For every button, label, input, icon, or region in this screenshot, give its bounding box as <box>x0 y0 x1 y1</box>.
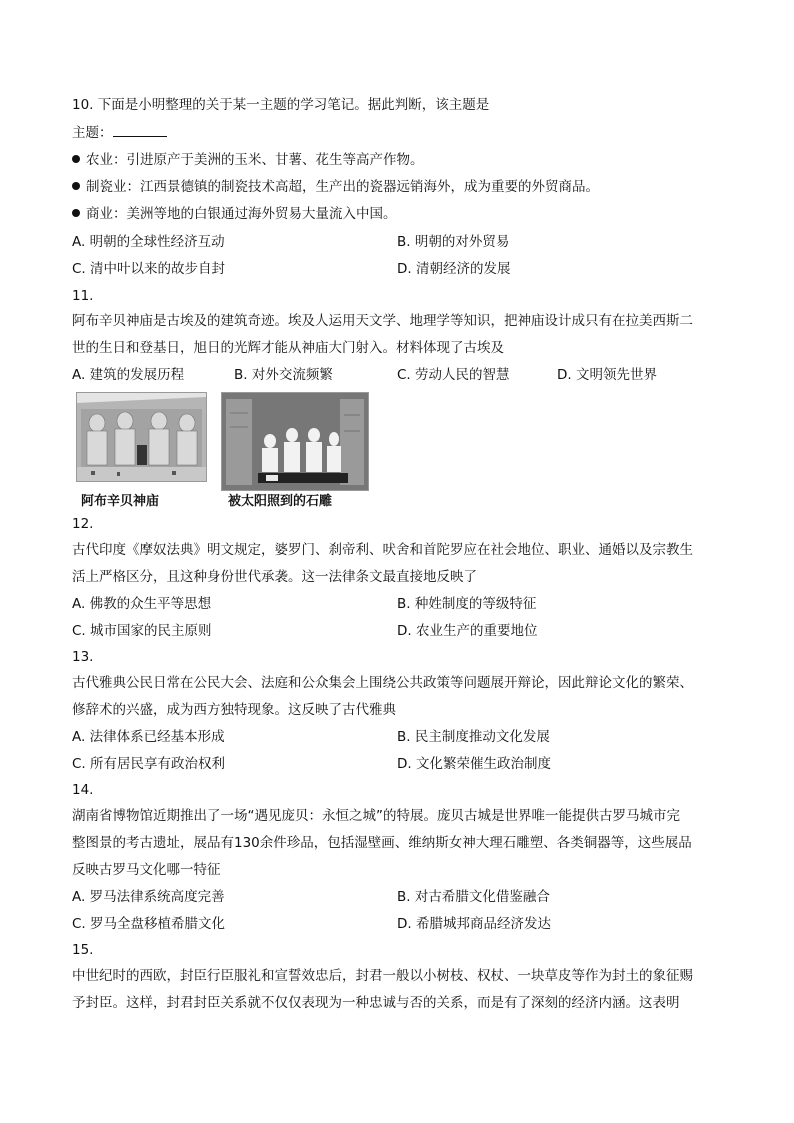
q15-stem-line-2: 予封臣。这样，封君封臣关系就不仅仅表现为一种忠诚与否的关系，而是有了深刻的经济内涵。这表明 <box>72 995 680 1011</box>
q15-number: 15. <box>72 942 94 958</box>
q11-caption-statues: 被太阳照到的石雕 <box>228 494 333 509</box>
q10-bullet-3 <box>72 205 397 223</box>
q14-option-c: C. 罗马全盘移植希腊文化 <box>72 916 226 932</box>
q15-stem-line-1: 中世纪时的西欧，封臣行臣服礼和宣誓效忠后，封君一般以小树枝、权杖、一块草皮等作为封土的象征赐 <box>72 968 693 984</box>
sunlit-statues-image <box>222 393 368 490</box>
q13-stem-line-1: 古代雅典公民日常在公民大会、法庭和公众集会上围绕公共政策等问题展开辩论，因此辩论文化的繁荣、 <box>72 675 693 691</box>
q13-option-d: D. 文化繁荣催生政治制度 <box>397 756 551 772</box>
q11-option-a: A. 建筑的发展历程 <box>72 367 185 383</box>
q10-option-c: C. 清中叶以来的故步自封 <box>72 261 226 277</box>
q14-option-b: B. 对古希腊文化借鉴融合 <box>397 889 550 905</box>
q11-number: 11. <box>72 288 94 304</box>
q11-option-b: B. 对外交流频繁 <box>234 367 333 383</box>
q12-stem-line-1: 古代印度《摩奴法典》明文规定，婆罗门、刹帝利、吠舍和首陀罗应在社会地位、职业、通婚以及宗教生 <box>72 542 693 558</box>
q11-stem-line-2: 世的生日和登基日，旭日的光辉才能从神庙大门射入。材料体现了古埃及 <box>72 340 504 356</box>
q14-stem-line-2: 整图景的考古遗址，展品有130余件珍品，包括湿壁画、维纳斯女神大理石雕塑、各类铜器等，这些展品 <box>72 835 692 851</box>
q12-option-c: C. 城市国家的民主原则 <box>72 623 212 639</box>
abu-simbel-temple-image <box>77 393 206 481</box>
q14-option-a: A. 罗马法律系统高度完善 <box>72 889 225 905</box>
q14-stem-line-3: 反映古罗马文化哪一特征 <box>72 862 221 878</box>
q12-option-b: B. 种姓制度的等级特征 <box>397 596 537 612</box>
q13-option-b: B. 民主制度推动文化发展 <box>397 729 550 745</box>
bullet-dot-icon <box>72 155 80 163</box>
abu-simbel-temple-photo <box>76 392 207 482</box>
q11-caption-temple: 阿布辛贝神庙 <box>81 494 160 509</box>
q10-bullet-2 <box>72 178 599 196</box>
q14-stem-line-1: 湖南省博物馆近期推出了一场“遇见庞贝：永恒之城”的特展。庞贝古城是世界唯一能提供古罗马城市完 <box>72 808 680 824</box>
q13-option-c: C. 所有居民享有政治权利 <box>72 756 226 772</box>
q13-stem-line-2: 修辞术的兴盛，成为西方独特现象。这反映了古代雅典 <box>72 702 396 718</box>
bullet-dot-icon <box>72 209 80 217</box>
q12-option-a: A. 佛教的众生平等思想 <box>72 596 212 612</box>
q10-bullet-text: 商业：美洲等地的白银通过海外贸易大量流入中国。 <box>86 206 397 222</box>
q12-option-d: D. 农业生产的重要地位 <box>397 623 538 639</box>
q10-bullet-text: 农业：引进原产于美洲的玉米、甘薯、花生等高产作物。 <box>86 152 424 168</box>
q13-number: 13. <box>72 649 94 665</box>
sunlit-statues-photo <box>221 392 369 491</box>
q14-number: 14. <box>72 782 94 798</box>
q10-bullet-1 <box>72 151 424 169</box>
bullet-dot-icon <box>72 182 80 190</box>
q11-option-d: D. 文明领先世界 <box>557 367 657 383</box>
q10-topic-line <box>72 123 167 142</box>
q10-option-a: A. 明朝的全球性经济互动 <box>72 234 225 250</box>
q10-bullet-text: 制瓷业：江西景德镇的制瓷技术高超，生产出的瓷器远销海外，成为重要的外贸商品。 <box>86 179 599 195</box>
q10-topic-blank <box>113 123 167 137</box>
q11-stem-line-1: 阿布辛贝神庙是古埃及的建筑奇迹。埃及人运用天文学、地理学等知识，把神庙设计成只有在拉美西斯二 <box>72 313 693 329</box>
q12-stem-line-2: 活上严格区分，且这种身份世代承袭。这一法律条文最直接地反映了 <box>72 569 477 585</box>
q13-option-a: A. 法律体系已经基本形成 <box>72 729 225 745</box>
q10-stem: 10. 下面是小明整理的关于某一主题的学习笔记。据此判断，该主题是 <box>72 97 490 113</box>
q14-option-d: D. 希腊城邦商品经济发达 <box>397 916 551 932</box>
q10-option-d: D. 清朝经济的发展 <box>397 261 511 277</box>
q12-number: 12. <box>72 516 94 532</box>
q10-topic-label: 主题： <box>72 125 113 141</box>
q10-option-b: B. 明朝的对外贸易 <box>397 234 510 250</box>
q11-option-c: C. 劳动人民的智慧 <box>397 367 510 383</box>
